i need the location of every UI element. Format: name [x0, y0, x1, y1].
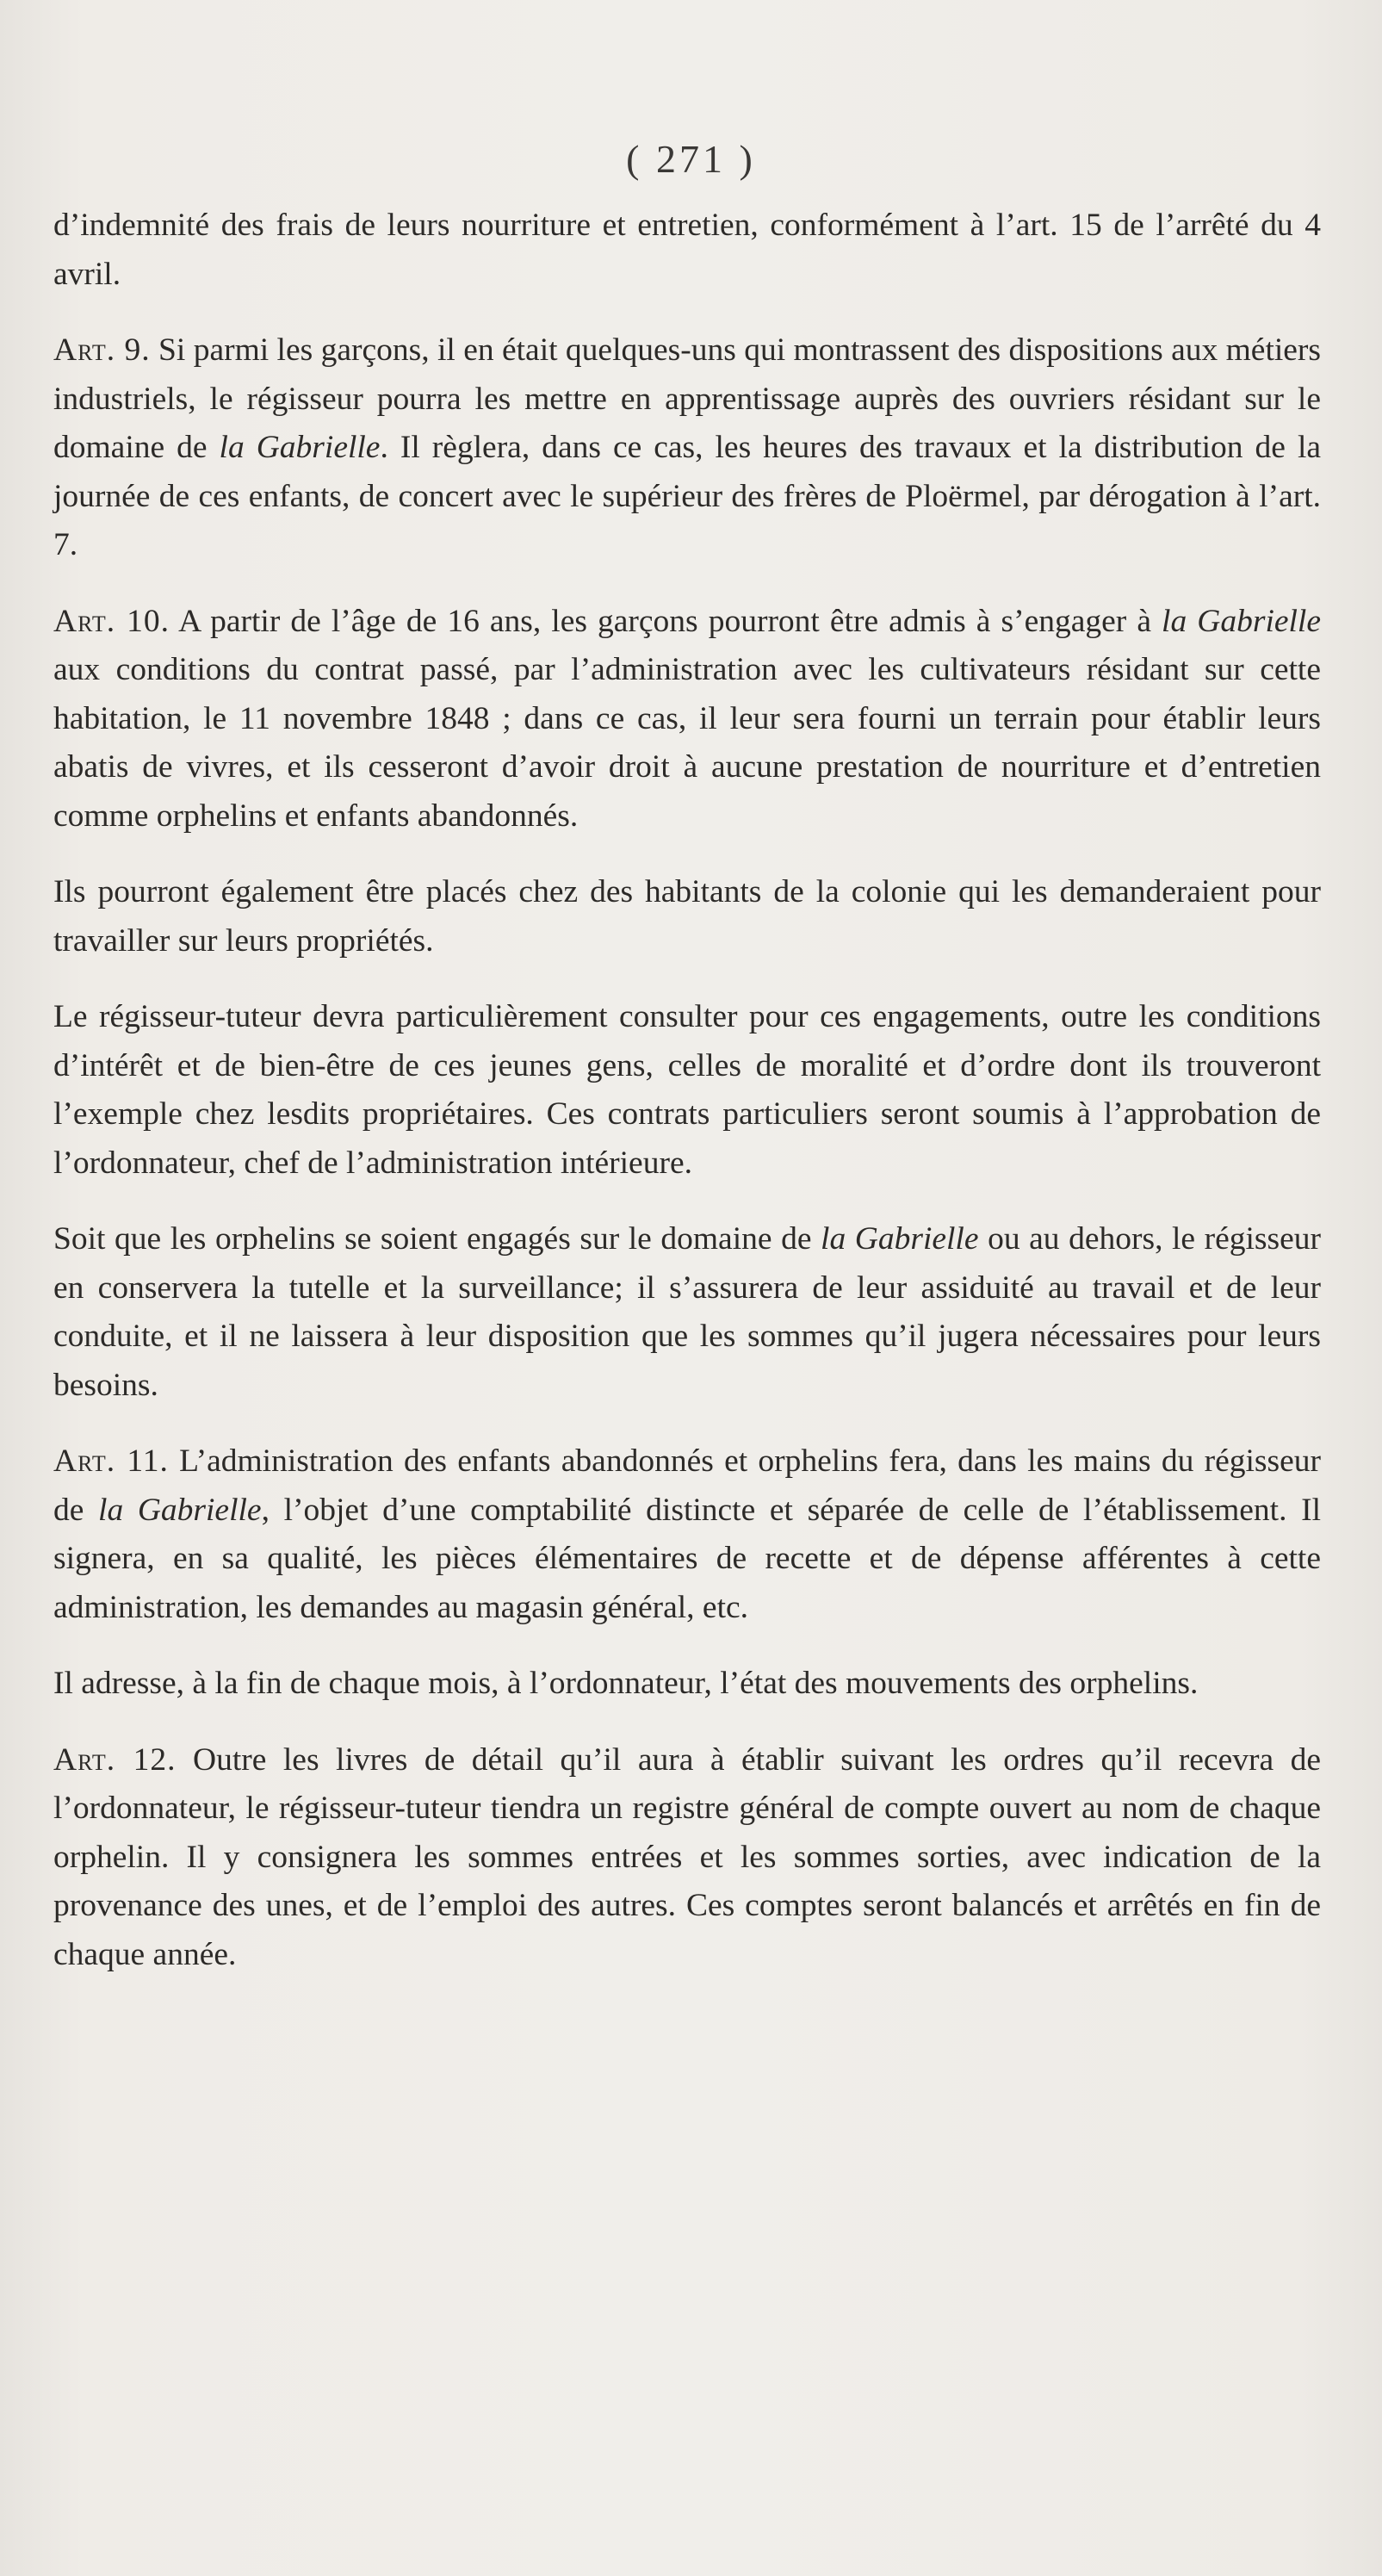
- paragraph-placement: [53, 868, 1321, 965]
- paragraph-guardianship: [53, 1215, 1321, 1410]
- paragraph-article-11: [53, 1437, 1321, 1632]
- article-label: Art. 11.: [53, 1443, 169, 1479]
- body-text: [53, 202, 1321, 1979]
- paragraph-text: Soit que les orphelins se soient engagés sur le domaine de: [53, 1221, 821, 1257]
- paragraph-article-10: [53, 598, 1321, 841]
- paragraph-article-9: [53, 326, 1321, 570]
- paragraph-text: ou au dehors, le régisseur en conservera la tutelle et la surveillance; il s’assurera de leur assiduité au travail et de leur conduite, et il ne laissera à leur disposition que les sommes qu’il jugera nécessaires pour leurs besoins.: [53, 1221, 1322, 1403]
- place-name-emphasis: la Gabrielle: [98, 1492, 262, 1528]
- paragraph-text: Si parmi les garçons, il en était quelques-uns qui montrassent des dispositions aux métiers industriels, le régisseur pourra les mettre en apprentissage auprès des ouvriers résidant sur le domaine de: [53, 332, 1322, 465]
- paragraph-text: d’indemnité des frais de leurs nourriture et entretien, conformément à l’art. 15 de l’arrêté du 4 avril.: [53, 208, 1321, 292]
- place-name-emphasis: la Gabrielle: [1162, 603, 1321, 639]
- page-number: ( 271 ): [626, 137, 756, 181]
- paragraph-continuation: [53, 202, 1321, 299]
- paragraph-text: . Il règlera, dans ce cas, les heures des travaux et la distribution de la journée de ces enfants, de concert avec le supérieur des frères de Ploërmel, par dérogation à l’art. 7.: [53, 430, 1322, 562]
- paragraph-text: , l’objet d’une comptabilité distincte et séparée de celle de l’établissement. Il signera, en sa qualité, les pièces élémentaires de recette et de dépense afférentes à cette administration, les demandes au magasin général, etc.: [53, 1492, 1321, 1625]
- paragraph-text: A partir de l’âge de 16 ans, les garçons pourront être admis à s’engager à: [178, 603, 1162, 639]
- article-label: Art. 9.: [53, 332, 151, 368]
- place-name-emphasis: la Gabrielle: [821, 1221, 979, 1257]
- paragraph-text: Il adresse, à la fin de chaque mois, à l’ordonnateur, l’état des mouvements des orphelins.: [53, 1666, 1199, 1701]
- article-label: Art. 10.: [53, 603, 170, 639]
- place-name-emphasis: la Gabrielle: [219, 430, 381, 465]
- paragraph-text: aux conditions du contrat passé, par l’administration avec les cultivateurs résidant sur cette habitation, le 11 novembre 1848 ; dans ce cas, il leur sera fourni un terrain pour établir leurs abatis de vivres, et ils cesseront d’avoir droit à aucune prestation de nourriture et d’entretien comme orphelins et enfants abandonnés.: [53, 652, 1321, 834]
- paragraph-monthly-report: [53, 1660, 1321, 1709]
- paragraph-text: Le régisseur-tuteur devra particulièrement consulter pour ces engagements, outre les conditions d’intérêt et de bien-être de ces jeunes gens, celles de moralité et d’ordre dont ils trouveront l’exemple chez lesdits propriétaires. Ces contrats particuliers seront soumis à l’approbation de l’ordonnateur, chef de l’administration intérieure.: [53, 999, 1321, 1181]
- paragraph-text: L’administration des enfants abandonnés et orphelins fera, dans les mains du régisseur de: [53, 1443, 1322, 1528]
- paragraph-article-12: [53, 1736, 1321, 1980]
- article-label: Art. 12.: [53, 1741, 177, 1778]
- paragraph-consultation: [53, 993, 1321, 1188]
- paragraph-text: Ils pourront également être placés chez des habitants de la colonie qui les demanderaient pour travailler sur leurs propriétés.: [53, 874, 1321, 959]
- paragraph-text: Outre les livres de détail qu’il aura à établir suivant les ordres qu’il recevra de l’ordonnateur, le régisseur-tuteur tiendra un registre général de compte ouvert au nom de chaque orphelin. Il y consignera les sommes entrées et les sommes sorties, avec indication de la provenance des unes, et de l’emploi des autres. Ces comptes seront balancés et arrêtés en fin de chaque année.: [53, 1741, 1321, 1972]
